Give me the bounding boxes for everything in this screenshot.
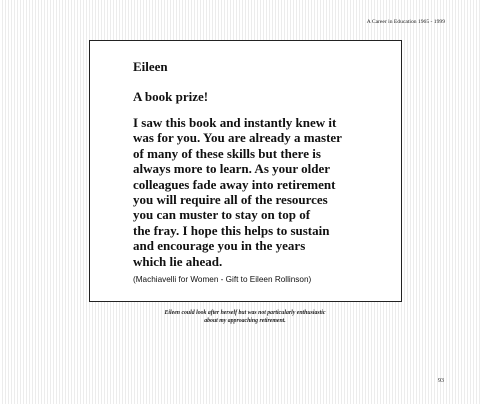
note-message-line: and encourage you in the years bbox=[133, 238, 306, 254]
caption-line: Eileen could look after herself but was not particularly enthusiastic bbox=[164, 310, 326, 316]
note-message-line: colleagues fade away into retirement bbox=[133, 176, 336, 192]
note-message-line: of many of these skills but there is bbox=[133, 145, 321, 161]
caption-line: about my approaching retirement. bbox=[204, 318, 286, 324]
note-salutation: Eileen bbox=[133, 59, 168, 74]
page-number: 93 bbox=[438, 378, 444, 384]
note-attribution: (Machiavelli for Women - Gift to Eileen Rollinson) bbox=[133, 275, 312, 284]
note-message-line: which lie ahead. bbox=[133, 253, 223, 269]
note-message-line: the fray. I hope this helps to sustain bbox=[133, 222, 330, 238]
note-message-line: was for you. You are already a master bbox=[133, 130, 342, 146]
figure-caption bbox=[120, 309, 370, 325]
note-message-line: you will require all of the resources bbox=[133, 192, 328, 208]
gift-note-card bbox=[89, 40, 402, 302]
note-message-line: you can muster to stay on top of bbox=[133, 207, 311, 223]
note-headline: A book prize! bbox=[133, 89, 209, 104]
note-message-line: I saw this book and instantly knew it bbox=[133, 115, 337, 130]
running-header: A Career in Education 1965 - 1999 bbox=[366, 19, 445, 25]
note-message bbox=[133, 115, 342, 269]
note-message-line: always more to learn. As your older bbox=[133, 161, 331, 177]
